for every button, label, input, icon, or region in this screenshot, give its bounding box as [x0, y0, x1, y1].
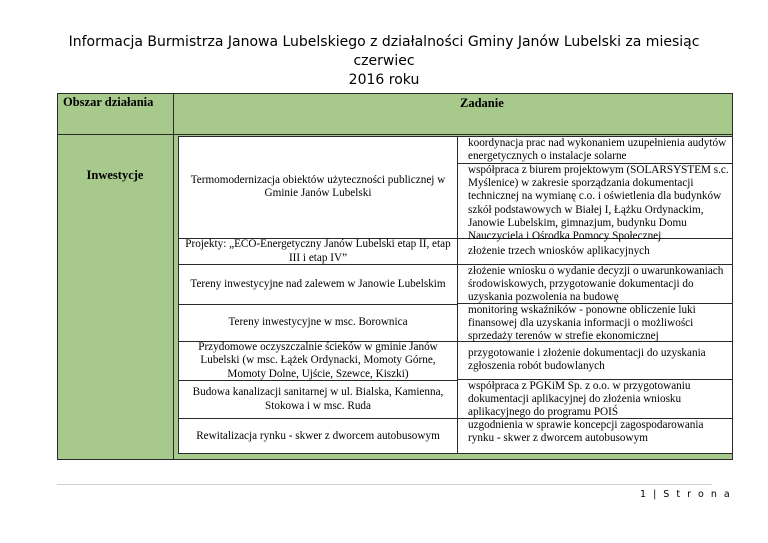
- task-cell: monitoring wskaźników - ponowne obliczenie luki finansowej dla uzyskania informacji o możliwości sprzedaży terenów w strefie ekonomicznej: [468, 304, 696, 343]
- task-cell: koordynacja prac nad wykonaniem uzupełnienia audytów energetycznych o instalacje solarne: [468, 137, 727, 163]
- header-cell-area: [57, 93, 173, 134]
- project-cell: Termomodernizacja obiektów użyteczności publicznej w Gminie Janów Lubelski: [190, 173, 446, 199]
- project-cell: Budowa kanalizacji sanitarnej w ul. Bialska, Kamienna, Stokowa i w msc. Ruda: [192, 386, 444, 412]
- project-cell: Projekty: „ECO-Energetyczny Janów Lubelski etap II, etap III i etap IV”: [185, 238, 451, 264]
- project-cell: Przydomowe oczyszczalnie ścieków w gminie Janów Lubelski (w msc. Łążek Ordynacki, Momoty Górne, Momoty Dolne, Ujście, Szewce, Kiszki): [198, 341, 438, 380]
- task-cell: współpraca z biurem projektowym (SOLARSYSTEM s.c. Myślenice) w zakresie sporządzania dokumentacji technicznej na wymianę c.o. i oświetlenia dla budynków szkół podstawowych w Białej I, Łążku Ordynackim, Janowie Lubelskim, gimnazjum, budynku Domu Nauczyciela i Ośrodka Pomocy Społecznej: [468, 164, 729, 243]
- title-line-2: 2016 roku: [348, 72, 420, 88]
- task-cell: uzgodnienia w sprawie koncepcji zagospodarowania rynku - skwer z dworcem autobusowym: [468, 419, 704, 445]
- header-area-label: Obszar działania: [63, 95, 154, 109]
- area-label: Inwestycje: [86, 168, 144, 182]
- header-divider: [57, 134, 733, 135]
- project-cell: Rewitalizacja rynku - skwer z dworcem autobusowym: [196, 429, 440, 442]
- header-task-label: Zadanie: [460, 96, 504, 110]
- task-cell: przygotowanie i złożenie dokumentacji do uzyskania zgłoszenia robót budowlanych: [468, 347, 706, 373]
- footer-divider: [57, 484, 712, 485]
- project-cell: Tereny inwestycyjne nad zalewem w Janowie Lubelskim: [190, 277, 446, 290]
- inner-column-divider: [457, 136, 458, 454]
- task-cell: złożenie wniosku o wydanie decyzji o uwarunkowaniach środowiskowych, przygotowanie dokumentacji do uzyskania pozwolenia na budowę: [468, 265, 724, 304]
- task-cell: współpraca z PGKiM Sp. z o.o. w przygotowaniu dokumentacji aplikacyjnej do złożenia wniosku aplikacyjnego do programu POIŚ: [468, 380, 691, 419]
- title-line-1: Informacja Burmistrza Janowa Lubelskiego z działalności Gminy Janów Lubelski za miesiąc czerwiec: [68, 34, 700, 69]
- page-number: 1 | S t r o n a: [640, 489, 732, 500]
- column-divider: [173, 93, 174, 460]
- project-cell: Tereny inwestycyjne w msc. Borownica: [228, 316, 408, 329]
- page-title: [40, 33, 728, 90]
- task-cell: złożenie trzech wniosków aplikacyjnych: [468, 245, 650, 257]
- header-cell-task: [174, 93, 733, 134]
